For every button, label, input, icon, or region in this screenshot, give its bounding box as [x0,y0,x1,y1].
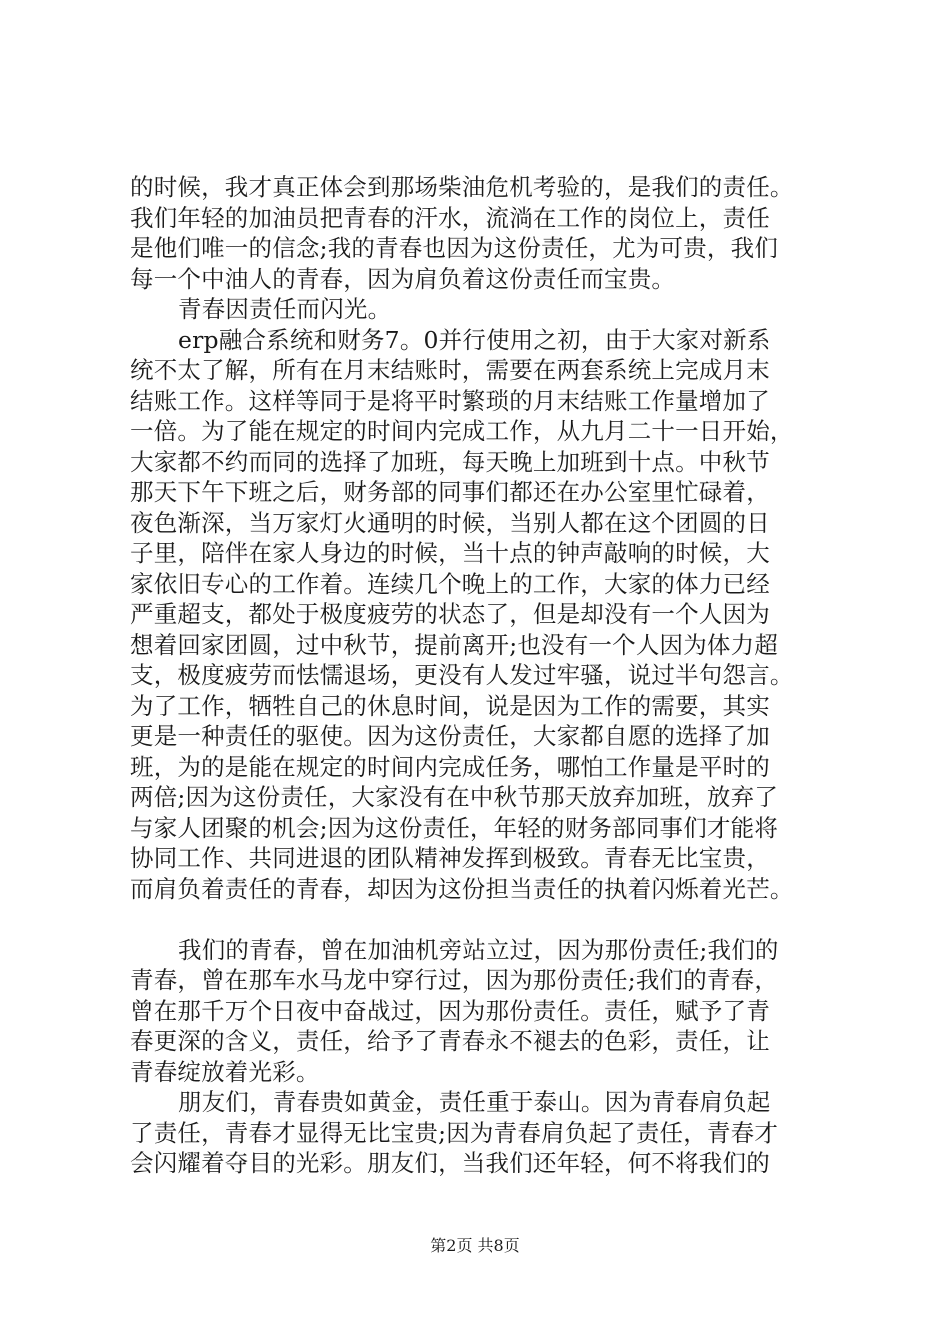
text-line: 两倍;因为这份责任，大家没有在中秋节那天放弃加班，放弃了 [130,783,779,811]
text-line: erp融合系统和财务7。0并行使用之初，由于大家对新系 [178,325,771,354]
text-line: 大家都不约而同的选择了加班，每天晚上加班到十点。中秋节 [130,447,770,476]
text-line: 每一个中油人的青春，因为肩负着这份责任而宝贵。 [130,264,676,293]
text-line: 协同工作、共同进退的团队精神发挥到极致。青春无比宝贵， [130,844,770,872]
text-line: 朋友们，青春贵如黄金，责任重于泰山。因为青春肩负起 [178,1088,771,1116]
text-line: 夜色渐深，当万家灯火通明的时候，当别人都在这个团圆的日 [130,508,770,537]
text-line: 统不太了解，所有在月末结账时，需要在两套系统上完成月末 [130,356,770,384]
text-line: 会闪耀着夺目的光彩。朋友们，当我们还年轻，何不将我们的 [130,1149,770,1177]
text-line: 家依旧专心的工作着。连续几个晚上的工作，大家的体力已经 [130,569,770,598]
text-line: 青春，曾在那车水马龙中穿行过，因为那份责任;我们的青春， [130,966,779,994]
text-line: 支，极度疲劳而怯懦退场，更没有人发过牢骚，说过半句怨言。 [130,661,794,689]
text-line: 为了工作，牺牲自己的休息时间，说是因为工作的需要，其实 [130,691,770,720]
text-line: 更是一种责任的驱使。因为这份责任，大家都自愿的选择了加 [130,722,770,750]
document-body [130,172,850,1179]
text-line: 而肩负着责任的青春，却因为这份担当责任的执着闪烁着光芒。 [130,874,794,903]
text-line: 子里，陪伴在家人身边的时候，当十点的钟声敲响的时候，大 [130,539,770,567]
text-line: 曾在那千万个日夜中奋战过，因为那份责任。责任，赋予了青 [130,996,770,1025]
text-line: 那天下午下班之后，财务部的同事们都还在办公室里忙碌着， [130,478,770,506]
text-line: 了责任，青春才显得无比宝贵;因为青春肩负起了责任，青春才 [130,1118,779,1147]
text-line: 春更深的含义，责任，给予了青春永不褪去的色彩，责任，让 [130,1027,770,1055]
text-line: 与家人团聚的机会;因为这份责任，年轻的财务部同事们才能将 [130,813,779,842]
text-line: 青春因责任而闪光。 [178,295,392,323]
text-line: 我们的青春，曾在加油机旁站立过，因为那份责任;我们的 [178,935,779,964]
text-line: 结账工作。这样等同于是将平时繁琐的月末结账工作量增加了 [130,386,770,415]
page-footer [0,1236,950,1256]
text-line: 班，为的是能在规定的时间内完成任务，哪怕工作量是平时的 [130,752,770,781]
text-line: 我们年轻的加油员把青春的汗水，流淌在工作的岗位上，责任 [130,203,770,232]
text-line: 的时候，我才真正体会到那场柴油危机考验的，是我们的责任。 [130,173,794,201]
text-line: 是他们唯一的信念;我的青春也因为这份责任，尤为可贵，我们 [130,234,779,262]
text-line: 严重超支，都处于极度疲劳的状态了，但是却没有一个人因为 [130,600,770,628]
paragraph-gap [130,904,850,935]
page-number-label: 第2页 共8页 [430,1236,520,1255]
text-line: 一倍。为了能在规定的时间内完成工作，从九月二十一日开始， [130,417,794,445]
text-line: 想着回家团圆，过中秋节，提前离开;也没有一个人因为体力超 [130,630,779,659]
text-line: 青春绽放着光彩。 [130,1057,320,1086]
